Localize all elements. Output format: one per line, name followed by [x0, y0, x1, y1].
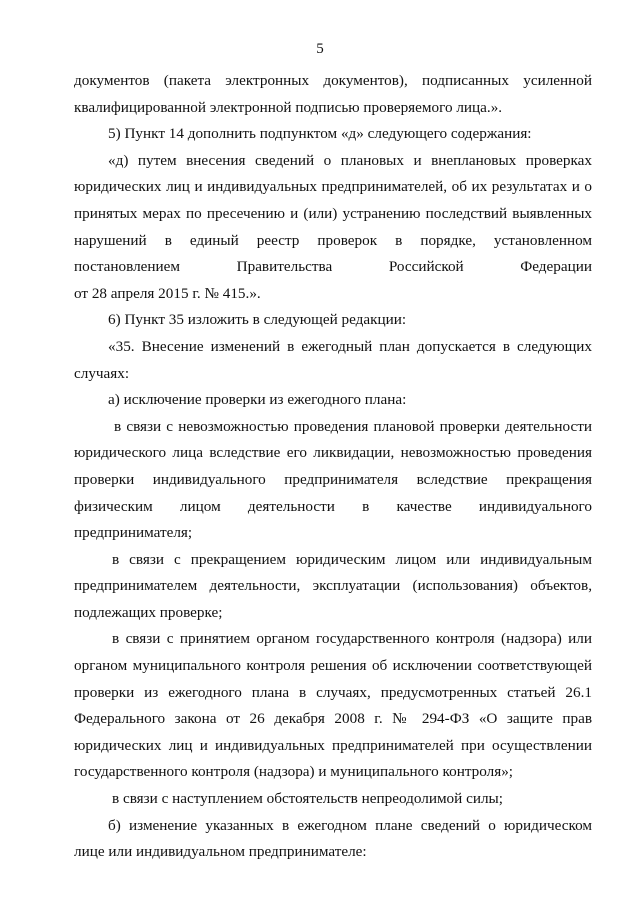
text-line: «д) путем внесения сведений о плановых и внеплановых проверках [108, 151, 592, 169]
text-line: органом муниципального контроля решения об исключении соответствующей [74, 657, 592, 675]
text-line: подлежащих проверке; [74, 603, 223, 621]
text-line: Федерального закона от 26 декабря 2008 г. № 294-ФЗ «О защите прав [74, 710, 592, 728]
text-line: в связи с принятием органом государственного контроля (надзора) или [112, 630, 592, 648]
text-line: 6) Пункт 35 изложить в следующей редакции: [108, 311, 407, 329]
text-line: квалифицированной электронной подписью проверяемого лица.». [74, 98, 503, 116]
text-line: от 28 апреля 2015 г. № 415.». [74, 284, 261, 302]
text-line: постановлением Правительства Российской Федерации [74, 258, 592, 276]
text-line: юридического лица вследствие его ликвидации, невозможностью проведения [74, 444, 592, 462]
text-line: проверки индивидуального предпринимателя вследствие прекращения [74, 470, 592, 488]
text-line: лице или индивидуальном предпринимателе: [74, 843, 367, 861]
text-line: случаях: [74, 364, 130, 382]
text-line: в связи с невозможностью проведения плановой проверки деятельности [114, 417, 592, 435]
text-line: документов (пакета электронных документов), подписанных усиленной [74, 72, 592, 89]
text-line: нарушений в единый реестр проверок в порядке, установленном [74, 231, 592, 249]
page-number: 5 [316, 41, 324, 57]
text-line: предпринимателя; [74, 524, 193, 542]
text-line: 5) Пункт 14 дополнить подпунктом «д» следующего содержания: [108, 125, 532, 143]
text-line: а) исключение проверки из ежегодного плана: [108, 391, 407, 409]
text-line: юридических лиц и индивидуальных предпринимателей, об их результатах и о [74, 178, 592, 196]
text-line: юридических лиц и индивидуальных предпринимателей при осуществлении [74, 736, 592, 754]
text-line: в связи с наступлением обстоятельств непреодолимой силы; [112, 790, 503, 808]
document-body [74, 68, 592, 866]
text-line: в связи с прекращением юридическим лицом или индивидуальным [112, 550, 592, 568]
text-line: «35. Внесение изменений в ежегодный план допускается в следующих [108, 337, 592, 355]
text-line: физическим лицом деятельности в качестве индивидуального [74, 497, 592, 515]
text-line: принятых мерах по пресечению и (или) устранению последствий выявленных [74, 204, 592, 222]
text-line: предпринимателем деятельности, эксплуатации (использования) объектов, [74, 577, 592, 595]
text-line: б) изменение указанных в ежегодном плане сведений о юридическом [108, 816, 592, 834]
text-line: проверки из ежегодного плана в случаях, предусмотренных статьей 26.1 [74, 683, 592, 701]
text-line: государственного контроля (надзора) и муниципального контроля»; [74, 763, 514, 781]
